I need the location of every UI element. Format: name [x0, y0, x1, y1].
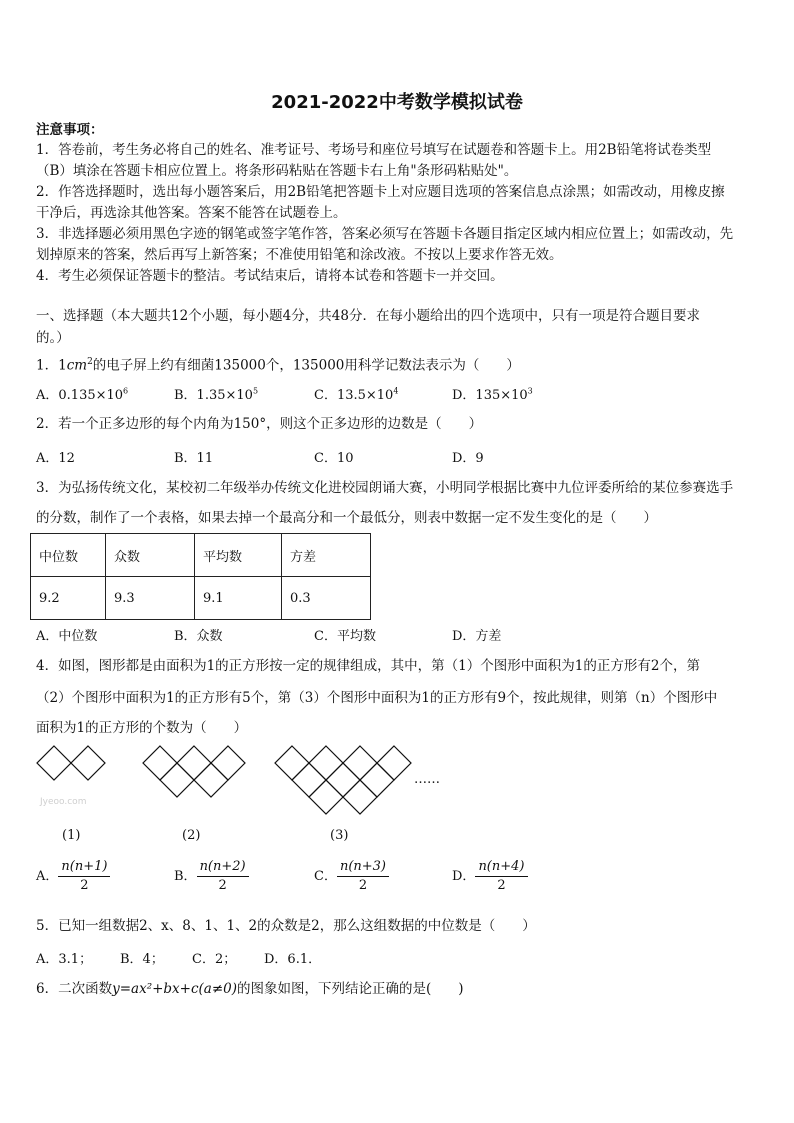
q4-option-d[interactable]: D． $\frac{n(n+4)}{2}$ [452, 858, 528, 895]
square-pattern-figure [34, 742, 454, 822]
q1-option-c[interactable]: C．$13.5\times 10^4$ [314, 386, 399, 403]
figure-ellipsis: …… [414, 772, 440, 787]
pattern-figure-3 [275, 746, 411, 814]
stats-table [30, 533, 371, 620]
section-heading: 一、选择题（本大题共12个小题，每小题4分，共48分．在每小题给出的四个选项中，只有一项是符合题目要求 [36, 308, 700, 324]
notice-line: （B）填涂在答题卡相应位置上。将条形码粘贴在答题卡右上角"条形码粘贴处"。 [36, 163, 518, 179]
q1-option-d[interactable]: D．$135\times 10^3$ [452, 386, 533, 403]
q1-option-b[interactable]: B．$1.35\times 10^5$ [174, 386, 259, 403]
q5-option-d[interactable]: D．6.1． [264, 952, 322, 967]
q1-option-a[interactable]: A．$0.135\times 10^6$ [36, 386, 129, 403]
q4-option-c[interactable]: C． $\frac{n(n+3)}{2}$ [314, 858, 389, 895]
figure-caption-3: (3) [330, 828, 349, 843]
table-row [31, 534, 371, 577]
fraction: $\frac{n(n+1)}{2}$ [58, 858, 110, 895]
fraction: $\frac{n(n+4)}{2}$ [475, 858, 527, 895]
figure-caption-1: (1) [62, 828, 81, 843]
table-cell: 9.1 [195, 577, 282, 620]
q2-option-b[interactable]: B．11 [174, 451, 214, 466]
table-header-cell: 方差 [282, 534, 371, 577]
q4-option-b[interactable]: B． $\frac{n(n+2)}{2}$ [174, 858, 249, 895]
q3-option-b[interactable]: B．众数 [174, 629, 223, 644]
question-4-stem: 4．如图，图形都是由面积为1的正方形按一定的规律组成，其中，第（1）个图形中面积为1的正方形有2个，第 [36, 658, 700, 674]
q2-option-a[interactable]: A．12 [36, 451, 75, 466]
notice-line: 2．作答选择题时，选出每小题答案后，用2B铅笔把答题卡上对应题目选项的答案信息点涂黑；如需改动，用橡皮擦 [36, 184, 725, 200]
question-5-stem: 5．已知一组数据2、x、8、1、1、2的众数是2，那么这组数据的中位数是（ ） [36, 918, 536, 934]
question-3-stem: 3．为弘扬传统文化，某校初二年级举办传统文化进校园朗诵大赛，小明同学根据比赛中九位评委所给的某位参赛选手 [36, 480, 734, 496]
figure-caption-2: (2) [182, 828, 201, 843]
table-header-cell: 平均数 [195, 534, 282, 577]
q5-option-a[interactable]: A．3.1； [36, 952, 93, 967]
pattern-figure-1 [37, 746, 105, 780]
table-cell: 9.3 [106, 577, 195, 620]
q3-option-a[interactable]: A．中位数 [36, 629, 98, 644]
fraction: $\frac{n(n+3)}{2}$ [337, 858, 389, 895]
page-title: 2021-2022中考数学模拟试卷 [271, 92, 523, 113]
fraction: $\frac{n(n+2)}{2}$ [197, 858, 249, 895]
q2-option-d[interactable]: D．9 [452, 451, 484, 466]
question-6-stem: 6．二次函数y=ax²+bx+c(a≠0)的图象如图，下列结论正确的是( ) [36, 981, 464, 997]
question-2-stem: 2．若一个正多边形的每个内角为150°，则这个正多边形的边数是（ ） [36, 416, 483, 432]
notice-heading: 注意事项： [36, 122, 104, 138]
table-row [31, 577, 371, 620]
q5-option-c[interactable]: C．2； [192, 952, 237, 967]
table-header-cell: 中位数 [31, 534, 106, 577]
watermark: Jyeoo.com [40, 797, 87, 807]
q2-option-c[interactable]: C．10 [314, 451, 354, 466]
question-4-stem-cont2: 面积为1的正方形的个数为（ ） [36, 720, 248, 736]
table-cell: 0.3 [282, 577, 371, 620]
question-1-stem: 1．$1cm^2$的电子屏上约有细菌135000个，135000用科学记数法表示为（ ） [36, 357, 520, 374]
table-cell: 9.2 [31, 577, 106, 620]
section-heading-cont: 的。） [36, 330, 70, 346]
table-header-cell: 众数 [106, 534, 195, 577]
q3-option-c[interactable]: C．平均数 [314, 629, 376, 644]
question-4-stem-cont: （2）个图形中面积为1的正方形有5个，第（3）个图形中面积为1的正方形有9个，按此规律，则第（n）个图形中 [36, 690, 718, 706]
q3-option-d[interactable]: D．方差 [452, 629, 502, 644]
notice-line: 3．非选择题必须用黑色字迹的钢笔或签字笔作答，答案必须写在答题卡各题目指定区域内相应位置上；如需改动，先 [36, 226, 734, 242]
q5-option-b[interactable]: B．4； [120, 952, 164, 967]
q4-option-a[interactable]: A． $\frac{n(n+1)}{2}$ [36, 858, 110, 895]
notice-line: 划掉原来的答案，然后再写上新答案；不准使用铅笔和涂改液。不按以上要求作答无效。 [36, 247, 563, 263]
question-3-stem-cont: 的分数，制作了一个表格，如果去掉一个最高分和一个最低分，则表中数据一定不发生变化的是（ ） [36, 510, 657, 526]
notice-line: 4．考生必须保证答题卡的整洁。考试结束后，请将本试卷和答题卡一并交回。 [36, 268, 504, 284]
pattern-figure-2 [143, 746, 245, 797]
notice-line: 1．答卷前，考生务必将自己的姓名、准考证号、考场号和座位号填写在试题卷和答题卡上。用2B铅笔将试卷类型 [36, 142, 712, 158]
notice-line: 干净后，再选涂其他答案。答案不能答在试题卷上。 [36, 205, 347, 221]
